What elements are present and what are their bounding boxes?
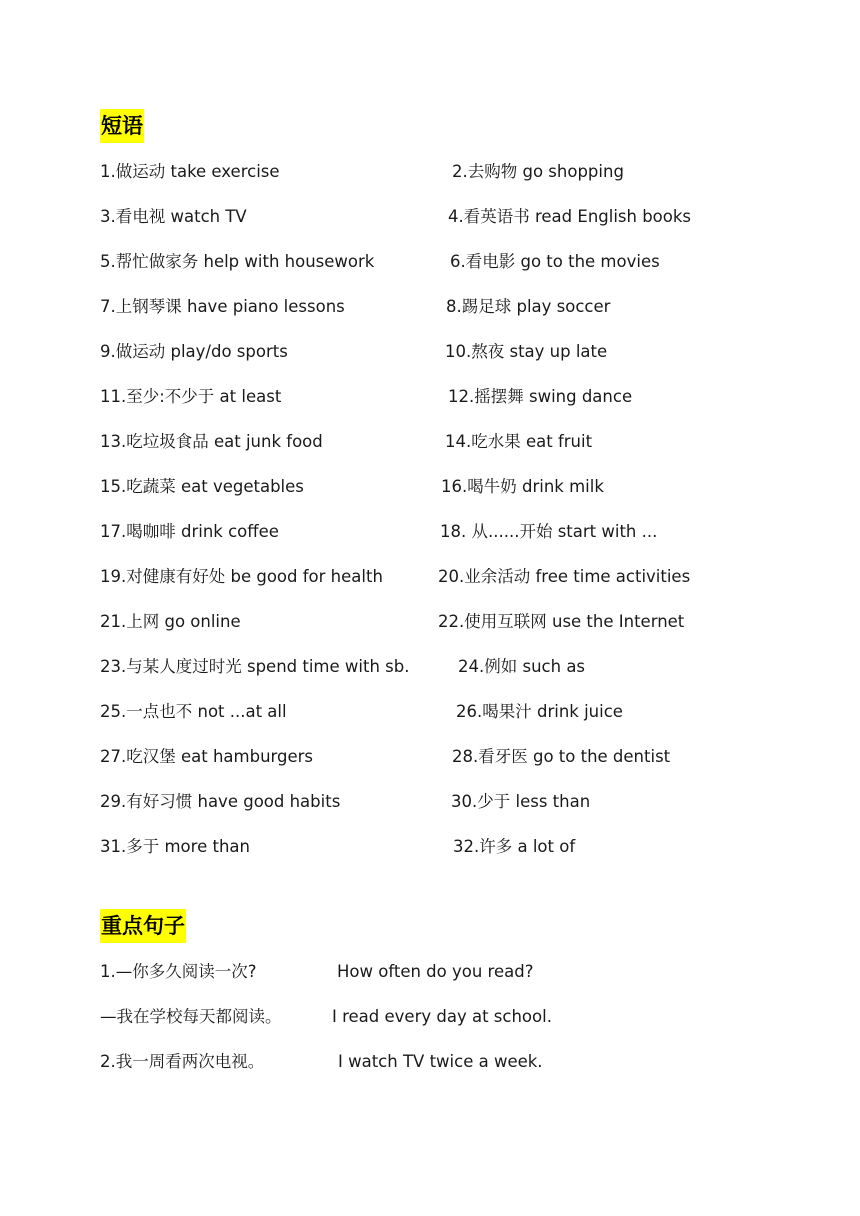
phrase-item: 32.许多 a lot of xyxy=(453,837,576,856)
phrases-section-title: 短语 xyxy=(100,109,144,143)
phrase-item: 8.踢足球 play soccer xyxy=(446,297,611,316)
phrase-item: 22.使用互联网 use the Internet xyxy=(438,612,685,631)
phrase-list xyxy=(100,158,760,878)
phrase-item: 2.去购物 go shopping xyxy=(452,162,624,181)
phrase-row xyxy=(100,518,760,563)
phrase-row xyxy=(100,698,760,743)
phrase-row xyxy=(100,293,760,338)
phrase-item: 13.吃垃圾食品 eat junk food xyxy=(100,432,323,451)
sentence-chinese: 2.我一周看两次电视。 xyxy=(100,1052,265,1071)
phrase-item: 5.帮忙做家务 help with housework xyxy=(100,252,375,271)
phrase-item: 21.上网 go online xyxy=(100,612,241,631)
sentence-row xyxy=(100,1048,760,1093)
phrase-row xyxy=(100,653,760,698)
phrase-item: 6.看电影 go to the movies xyxy=(450,252,660,271)
phrase-item: 25.一点也不 not ...at all xyxy=(100,702,287,721)
sentence-english: How often do you read? xyxy=(337,962,534,981)
sentence-list xyxy=(100,958,760,1093)
sentence-english: I read every day at school. xyxy=(332,1007,552,1026)
phrase-row xyxy=(100,473,760,518)
phrase-row xyxy=(100,338,760,383)
phrase-item: 9.做运动 play/do sports xyxy=(100,342,288,361)
phrase-item: 3.看电视 watch TV xyxy=(100,207,247,226)
phrase-row xyxy=(100,743,760,788)
phrase-item: 24.例如 such as xyxy=(458,657,586,676)
sentence-row xyxy=(100,1003,760,1048)
phrase-item: 17.喝咖啡 drink coffee xyxy=(100,522,279,541)
phrase-item: 20.业余活动 free time activities xyxy=(438,567,691,586)
phrase-item: 27.吃汉堡 eat hamburgers xyxy=(100,747,314,766)
phrase-item: 19.对健康有好处 be good for health xyxy=(100,567,383,586)
phrase-row xyxy=(100,203,760,248)
phrase-item: 16.喝牛奶 drink milk xyxy=(441,477,604,496)
sentence-chinese: —我在学校每天都阅读。 xyxy=(100,1007,282,1026)
phrase-item: 29.有好习惯 have good habits xyxy=(100,792,341,811)
phrase-item: 11.至少:不少于 at least xyxy=(100,387,282,406)
phrase-item: 31.多于 more than xyxy=(100,837,250,856)
phrase-row xyxy=(100,158,760,203)
phrase-item: 26.喝果汁 drink juice xyxy=(456,702,623,721)
phrase-row xyxy=(100,608,760,653)
phrase-item: 28.看牙医 go to the dentist xyxy=(452,747,671,766)
phrase-row xyxy=(100,248,760,293)
sentence-row xyxy=(100,958,760,1003)
phrase-item: 30.少于 less than xyxy=(451,792,591,811)
phrase-item: 18. 从......开始 start with ... xyxy=(440,522,658,541)
phrase-item: 12.摇摆舞 swing dance xyxy=(448,387,633,406)
phrase-item: 10.熬夜 stay up late xyxy=(445,342,608,361)
phrase-item: 4.看英语书 read English books xyxy=(448,207,692,226)
phrase-row xyxy=(100,833,760,878)
sentence-english: I watch TV twice a week. xyxy=(338,1052,543,1071)
phrase-item: 15.吃蔬菜 eat vegetables xyxy=(100,477,304,496)
sentence-chinese: 1.—你多久阅读一次? xyxy=(100,962,257,981)
phrase-row xyxy=(100,428,760,473)
phrase-item: 7.上钢琴课 have piano lessons xyxy=(100,297,345,316)
phrase-row xyxy=(100,383,760,428)
phrase-item: 14.吃水果 eat fruit xyxy=(445,432,593,451)
phrase-row xyxy=(100,788,760,833)
phrase-row xyxy=(100,563,760,608)
phrase-item: 1.做运动 take exercise xyxy=(100,162,280,181)
phrase-item: 23.与某人度过时光 spend time with sb. xyxy=(100,657,410,676)
sentences-section-title: 重点句子 xyxy=(100,909,186,943)
